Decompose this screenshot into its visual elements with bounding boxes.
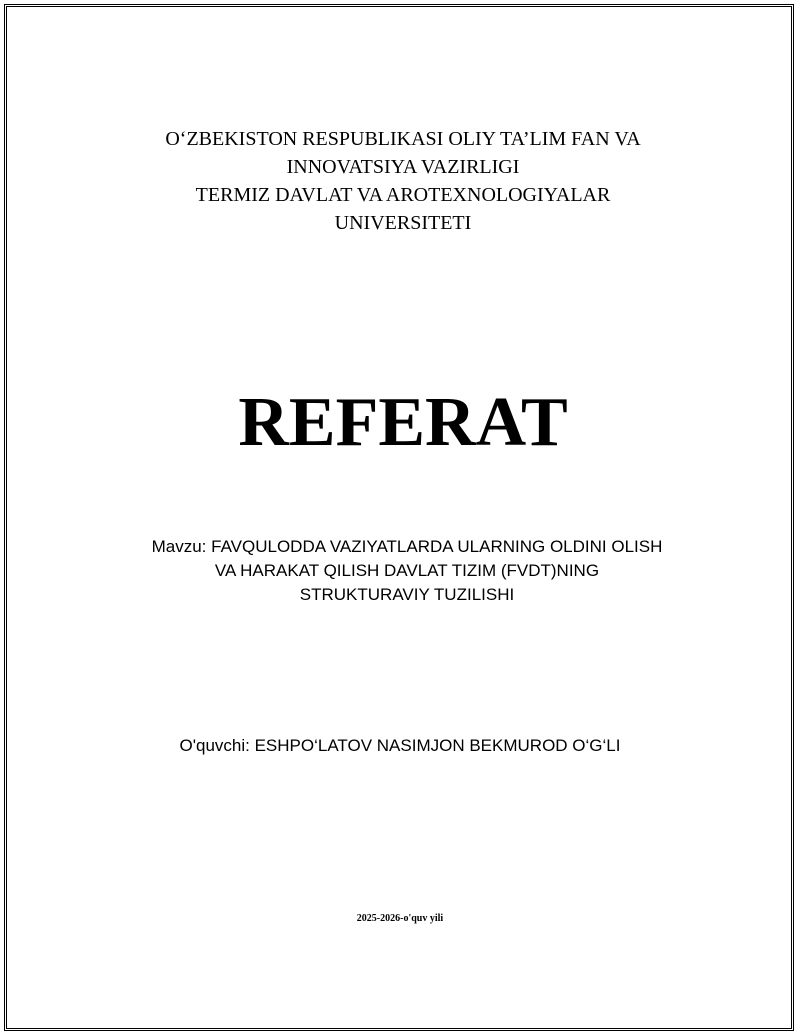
ministry-line: O‘ZBEKISTON RESPUBLIKASI OLIY TA’LIM FAN VA [165,128,641,150]
page-content [7,7,791,1028]
student-name: O'quvchi: ESHPO‘LATOV NASIMJON BEKMUROD O‘G‘LI [179,736,621,755]
ministry-line: INNOVATSIYA VAZIRLIGI [286,156,520,178]
topic-line: Mavzu: FAVQULODDA VAZIYATLARDA ULARNING OLDINI OLISH [151,537,663,556]
document-title: REFERAT [238,384,568,461]
topic-line: STRUKTURAVIY TUZILISHI [299,585,515,604]
ministry-line: TERMIZ DAVLAT VA AROTEXNOLOGIYALAR [195,184,611,206]
page-border [4,4,794,1031]
academic-year: 2025-2026-o'quv yili [356,913,444,924]
ministry-line: UNIVERSITETI [334,212,472,234]
topic-heading [7,535,800,607]
topic-line: VA HARAKAT QILISH DAVLAT TIZIM (FVDT)NING [214,561,600,580]
ministry-heading [7,125,799,237]
